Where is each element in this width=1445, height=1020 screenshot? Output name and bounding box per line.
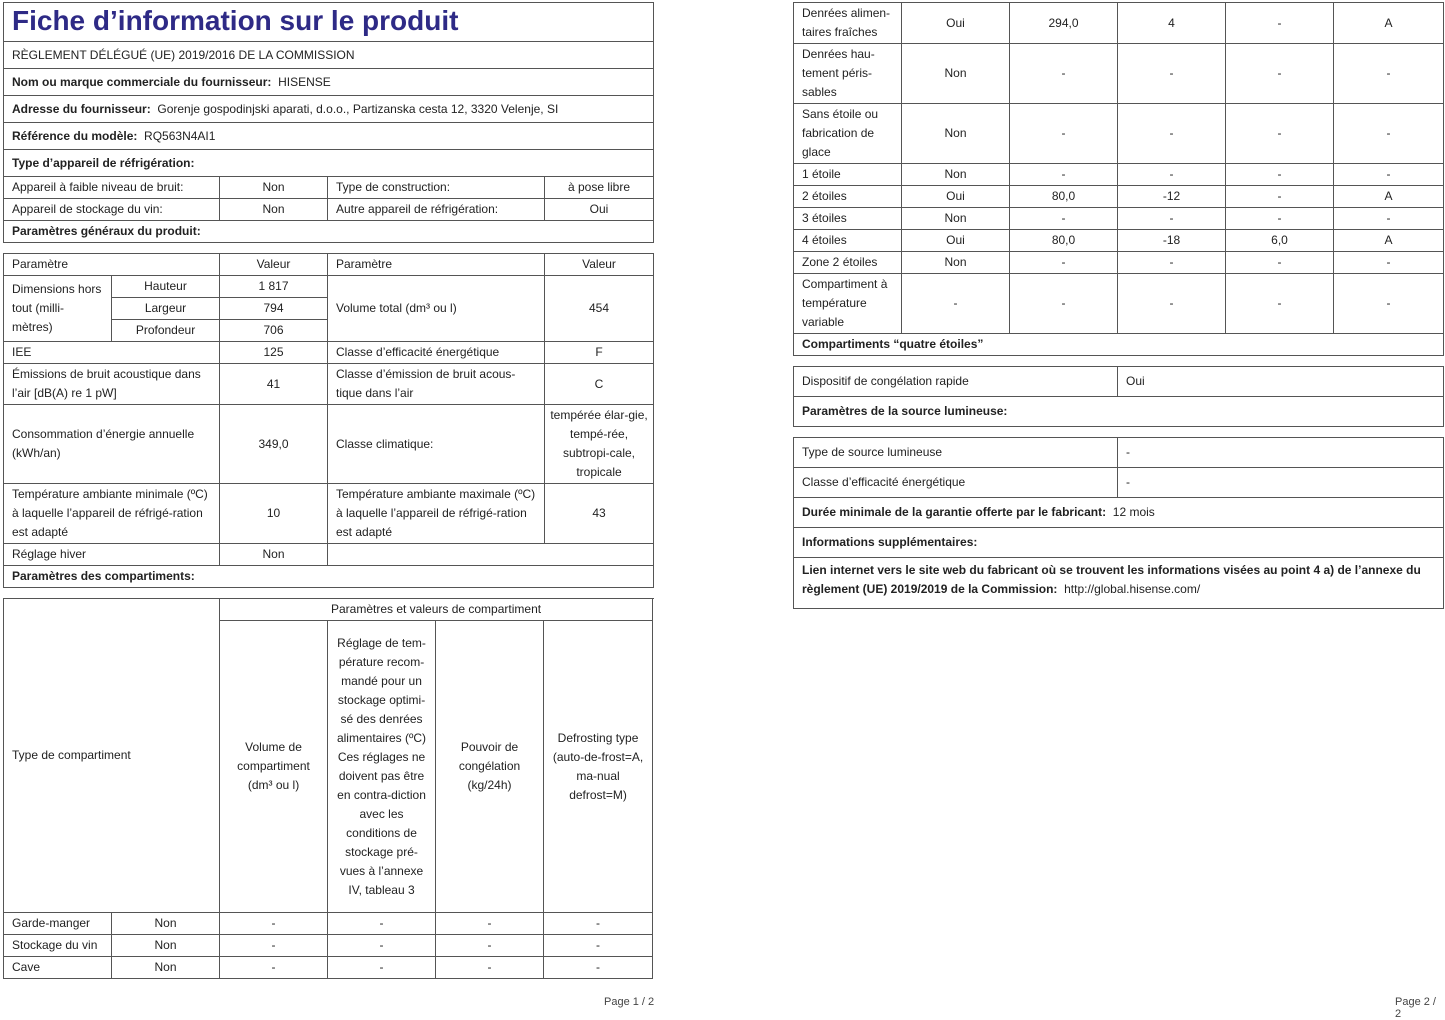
iee-label: IEE xyxy=(4,342,220,364)
comp-v4: - xyxy=(1334,252,1444,274)
comp-v4: - xyxy=(1334,44,1444,104)
winter-label: Réglage hiver xyxy=(4,544,220,566)
table-row xyxy=(794,3,1444,44)
link-row xyxy=(794,558,1444,609)
comp-name: Garde-manger xyxy=(4,913,112,935)
comp-present: Oui xyxy=(902,3,1010,44)
compartments-table xyxy=(3,598,653,979)
comp-v3: - xyxy=(436,935,544,957)
general-params-heading: Paramètres généraux du produit: xyxy=(4,221,654,243)
table-row xyxy=(4,935,653,957)
low-noise-label: Appareil à faible niveau de bruit: xyxy=(4,177,220,199)
climate-class-label: Classe climatique: xyxy=(328,405,545,484)
climate-class-value: tempérée élar-gie, tempé-rée, subtropi-cale, tropicale xyxy=(545,405,654,484)
max-temp-value: 43 xyxy=(545,484,654,544)
page-number-1: Page 1 / 2 xyxy=(604,996,655,1008)
page-title: Fiche d’information sur le produit xyxy=(4,3,654,42)
comp-v2: -12 xyxy=(1118,186,1226,208)
energy-class-value: F xyxy=(545,342,654,364)
other-value: Oui xyxy=(545,199,654,221)
comp-v3: - xyxy=(1226,164,1334,186)
comp-v2: - xyxy=(1118,274,1226,334)
iee-value: 125 xyxy=(220,342,328,364)
annual-energy-label: Consommation d’énergie annuelle (kWh/an) xyxy=(4,405,220,484)
comp-name: Compartiment à température variable xyxy=(794,274,902,334)
param-header-2: Paramètre xyxy=(328,254,545,276)
comp-v2: - xyxy=(1118,208,1226,230)
comp-name: Sans étoile ou fabrication de glace xyxy=(794,104,902,164)
comp-name: 2 étoiles xyxy=(794,186,902,208)
comp-v1: 80,0 xyxy=(1010,230,1118,252)
compartments-table-continued xyxy=(793,2,1444,609)
comp-v1: - xyxy=(1010,252,1118,274)
comp-defrost-header: Defrosting type (auto-de-frost=A, ma-nual defrost=M) xyxy=(544,621,653,913)
width-value: 794 xyxy=(220,298,328,320)
comp-present: Non xyxy=(902,104,1010,164)
comp-v4: A xyxy=(1334,3,1444,44)
table-row xyxy=(794,104,1444,164)
supplier-label: Nom ou marque commerciale du fournisseur: xyxy=(12,74,272,89)
comp-present: Non xyxy=(902,208,1010,230)
comp-v3: - xyxy=(1226,252,1334,274)
noise-emission-value: 41 xyxy=(220,364,328,405)
appliance-type-heading: Type d’appareil de réfrigération: xyxy=(4,150,654,177)
wine-label: Appareil de stockage du vin: xyxy=(4,199,220,221)
page-1 xyxy=(3,2,653,979)
comp-name: Cave xyxy=(4,957,112,979)
page-2 xyxy=(793,2,1443,609)
comp-v1: - xyxy=(1010,164,1118,186)
width-label: Largeur xyxy=(112,298,220,320)
value-header: Valeur xyxy=(220,254,328,276)
comp-present: - xyxy=(902,274,1010,334)
comp-present: Oui xyxy=(902,186,1010,208)
warranty-label: Durée minimale de la garantie offerte par le fabricant: xyxy=(802,505,1107,519)
table-row xyxy=(794,252,1444,274)
comp-present: Non xyxy=(902,164,1010,186)
comp-present: Non xyxy=(902,44,1010,104)
compartments-heading: Paramètres des compartiments: xyxy=(4,566,654,588)
light-params-heading: Paramètres de la source lumineuse: xyxy=(794,397,1444,427)
height-value: 1 817 xyxy=(220,276,328,298)
comp-v1: - xyxy=(220,913,328,935)
comp-name: 1 étoile xyxy=(794,164,902,186)
comp-v2: - xyxy=(1118,164,1226,186)
comp-v4: - xyxy=(1334,274,1444,334)
model-label: Référence du modèle: xyxy=(12,128,138,143)
comp-v3: - xyxy=(1226,208,1334,230)
noise-emission-label: Émissions de bruit acoustique dans l’air [dB(A) re 1 pW] xyxy=(4,364,220,405)
extra-info-heading: Informations supplémentaires: xyxy=(794,528,1444,558)
comp-v1: - xyxy=(220,957,328,979)
comp-v1: - xyxy=(220,935,328,957)
comp-v1: - xyxy=(1010,104,1118,164)
supplier-value: HISENSE xyxy=(278,74,331,89)
comp-v4: A xyxy=(1334,230,1444,252)
height-label: Hauteur xyxy=(112,276,220,298)
regulation-line: RÈGLEMENT DÉLÉGUÉ (UE) 2019/2016 DE LA COMMISSION xyxy=(4,42,654,69)
model-value: RQ563N4AI1 xyxy=(144,128,216,143)
comp-v1: - xyxy=(1010,208,1118,230)
comp-freeze-header: Pouvoir de congélation (kg/24h) xyxy=(436,621,544,913)
page-number-2: Page 2 / 2 xyxy=(1395,996,1436,1020)
max-temp-label: Température ambiante maximale (ºC) à laquelle l’appareil de réfrigé-ration est adapté xyxy=(328,484,545,544)
energy-class-label: Classe d’efficacité énergétique xyxy=(328,342,545,364)
table-row xyxy=(794,208,1444,230)
comp-v4: - xyxy=(544,913,653,935)
depth-label: Profondeur xyxy=(112,320,220,342)
comp-v3: - xyxy=(436,913,544,935)
comp-name: Zone 2 étoiles xyxy=(794,252,902,274)
table-row xyxy=(4,913,653,935)
value-header-2: Valeur xyxy=(545,254,654,276)
construction-label: Type de construction: xyxy=(328,177,545,199)
comp-v3: 6,0 xyxy=(1226,230,1334,252)
comp-name: Denrées hau-tement péris-sables xyxy=(794,44,902,104)
table-row xyxy=(794,186,1444,208)
table-row xyxy=(794,44,1444,104)
comp-v2: - xyxy=(328,913,436,935)
comp-v3: - xyxy=(1226,274,1334,334)
comp-present: Non xyxy=(902,252,1010,274)
empty-cell xyxy=(328,544,654,566)
product-info-table xyxy=(3,2,654,599)
comp-name: Denrées alimen-taires fraîches xyxy=(794,3,902,44)
comp-v4: - xyxy=(1334,164,1444,186)
table-row xyxy=(4,957,653,979)
other-label: Autre appareil de réfrigération: xyxy=(328,199,545,221)
manufacturer-link[interactable]: http://global.hisense.com/ xyxy=(1064,582,1201,596)
comp-v2: - xyxy=(1118,252,1226,274)
comp-temp-header: Réglage de tem-pérature recom-mandé pour un stockage optimi-sé des denrées alimentaires (ºC) Ces réglages ne doivent pas être en contra-diction avec les conditions de stockage pré-vues à l’annexe IV, tableau 3 xyxy=(328,621,436,913)
table-row xyxy=(794,230,1444,252)
comp-v1: 80,0 xyxy=(1010,186,1118,208)
comp-v3: - xyxy=(1226,3,1334,44)
total-volume-label: Volume total (dm³ ou l) xyxy=(328,276,545,342)
comp-name: 3 étoiles xyxy=(794,208,902,230)
comp-v4: - xyxy=(1334,208,1444,230)
supplier-row xyxy=(4,69,654,96)
low-noise-value: Non xyxy=(220,177,328,199)
fast-freeze-label: Dispositif de congélation rapide xyxy=(794,367,1118,397)
comp-v2: - xyxy=(1118,104,1226,164)
light-type-value: - xyxy=(1118,438,1444,468)
wine-value: Non xyxy=(220,199,328,221)
comp-v3: - xyxy=(436,957,544,979)
light-class-label: Classe d’efficacité énergétique xyxy=(794,468,1118,498)
address-value: Gorenje gospodinjski aparati, d.o.o., Partizanska cesta 12, 3320 Velenje, SI xyxy=(157,101,559,116)
fast-freeze-value: Oui xyxy=(1118,367,1444,397)
dimensions-label: Dimensions hors tout (milli-mètres) xyxy=(4,276,112,342)
comp-v2: 4 xyxy=(1118,3,1226,44)
light-class-value: - xyxy=(1118,468,1444,498)
depth-value: 706 xyxy=(220,320,328,342)
comp-present: Non xyxy=(112,935,220,957)
comp-type-header: Type de compartiment xyxy=(4,599,220,913)
comp-present: Non xyxy=(112,957,220,979)
comp-v2: - xyxy=(328,957,436,979)
comp-v2: - xyxy=(328,935,436,957)
warranty-row xyxy=(794,498,1444,528)
comp-v4: - xyxy=(544,935,653,957)
comp-v4: - xyxy=(544,957,653,979)
comp-v4: - xyxy=(1334,104,1444,164)
table-row xyxy=(794,274,1444,334)
address-label: Adresse du fournisseur: xyxy=(12,101,151,116)
light-type-label: Type de source lumineuse xyxy=(794,438,1118,468)
comp-v2: - xyxy=(1118,44,1226,104)
comp-volume-header: Volume de compartiment (dm³ ou l) xyxy=(220,621,328,913)
min-temp-label: Température ambiante minimale (ºC) à laquelle l’appareil de réfrigé-ration est adapté xyxy=(4,484,220,544)
comp-name: 4 étoiles xyxy=(794,230,902,252)
comp-v1: 294,0 xyxy=(1010,3,1118,44)
comp-v3: - xyxy=(1226,44,1334,104)
comp-present: Oui xyxy=(902,230,1010,252)
link-label: Lien internet vers le site web du fabricant où se trouvent les informations visées au point 4 a) de l’annexe du règlement (UE) 2019/2019 de la Commission: xyxy=(802,563,1421,596)
model-row xyxy=(4,123,654,150)
warranty-value: 12 mois xyxy=(1112,505,1155,519)
construction-value: à pose libre xyxy=(545,177,654,199)
comp-v1: - xyxy=(1010,274,1118,334)
comp-v3: - xyxy=(1226,186,1334,208)
four-star-heading: Compartiments “quatre étoiles” xyxy=(794,334,1444,356)
total-volume-value: 454 xyxy=(545,276,654,342)
comp-v1: - xyxy=(1010,44,1118,104)
param-header: Paramètre xyxy=(4,254,220,276)
table-row xyxy=(794,164,1444,186)
address-row xyxy=(4,96,654,123)
noise-class-label: Classe d’émission de bruit acous-tique dans l’air xyxy=(328,364,545,405)
comp-present: Non xyxy=(112,913,220,935)
annual-energy-value: 349,0 xyxy=(220,405,328,484)
comp-v2: -18 xyxy=(1118,230,1226,252)
comp-name: Stockage du vin xyxy=(4,935,112,957)
comp-values-header: Paramètres et valeurs de compartiment xyxy=(220,599,653,621)
noise-class-value: C xyxy=(545,364,654,405)
min-temp-value: 10 xyxy=(220,484,328,544)
comp-v4: A xyxy=(1334,186,1444,208)
winter-value: Non xyxy=(220,544,328,566)
comp-v3: - xyxy=(1226,104,1334,164)
